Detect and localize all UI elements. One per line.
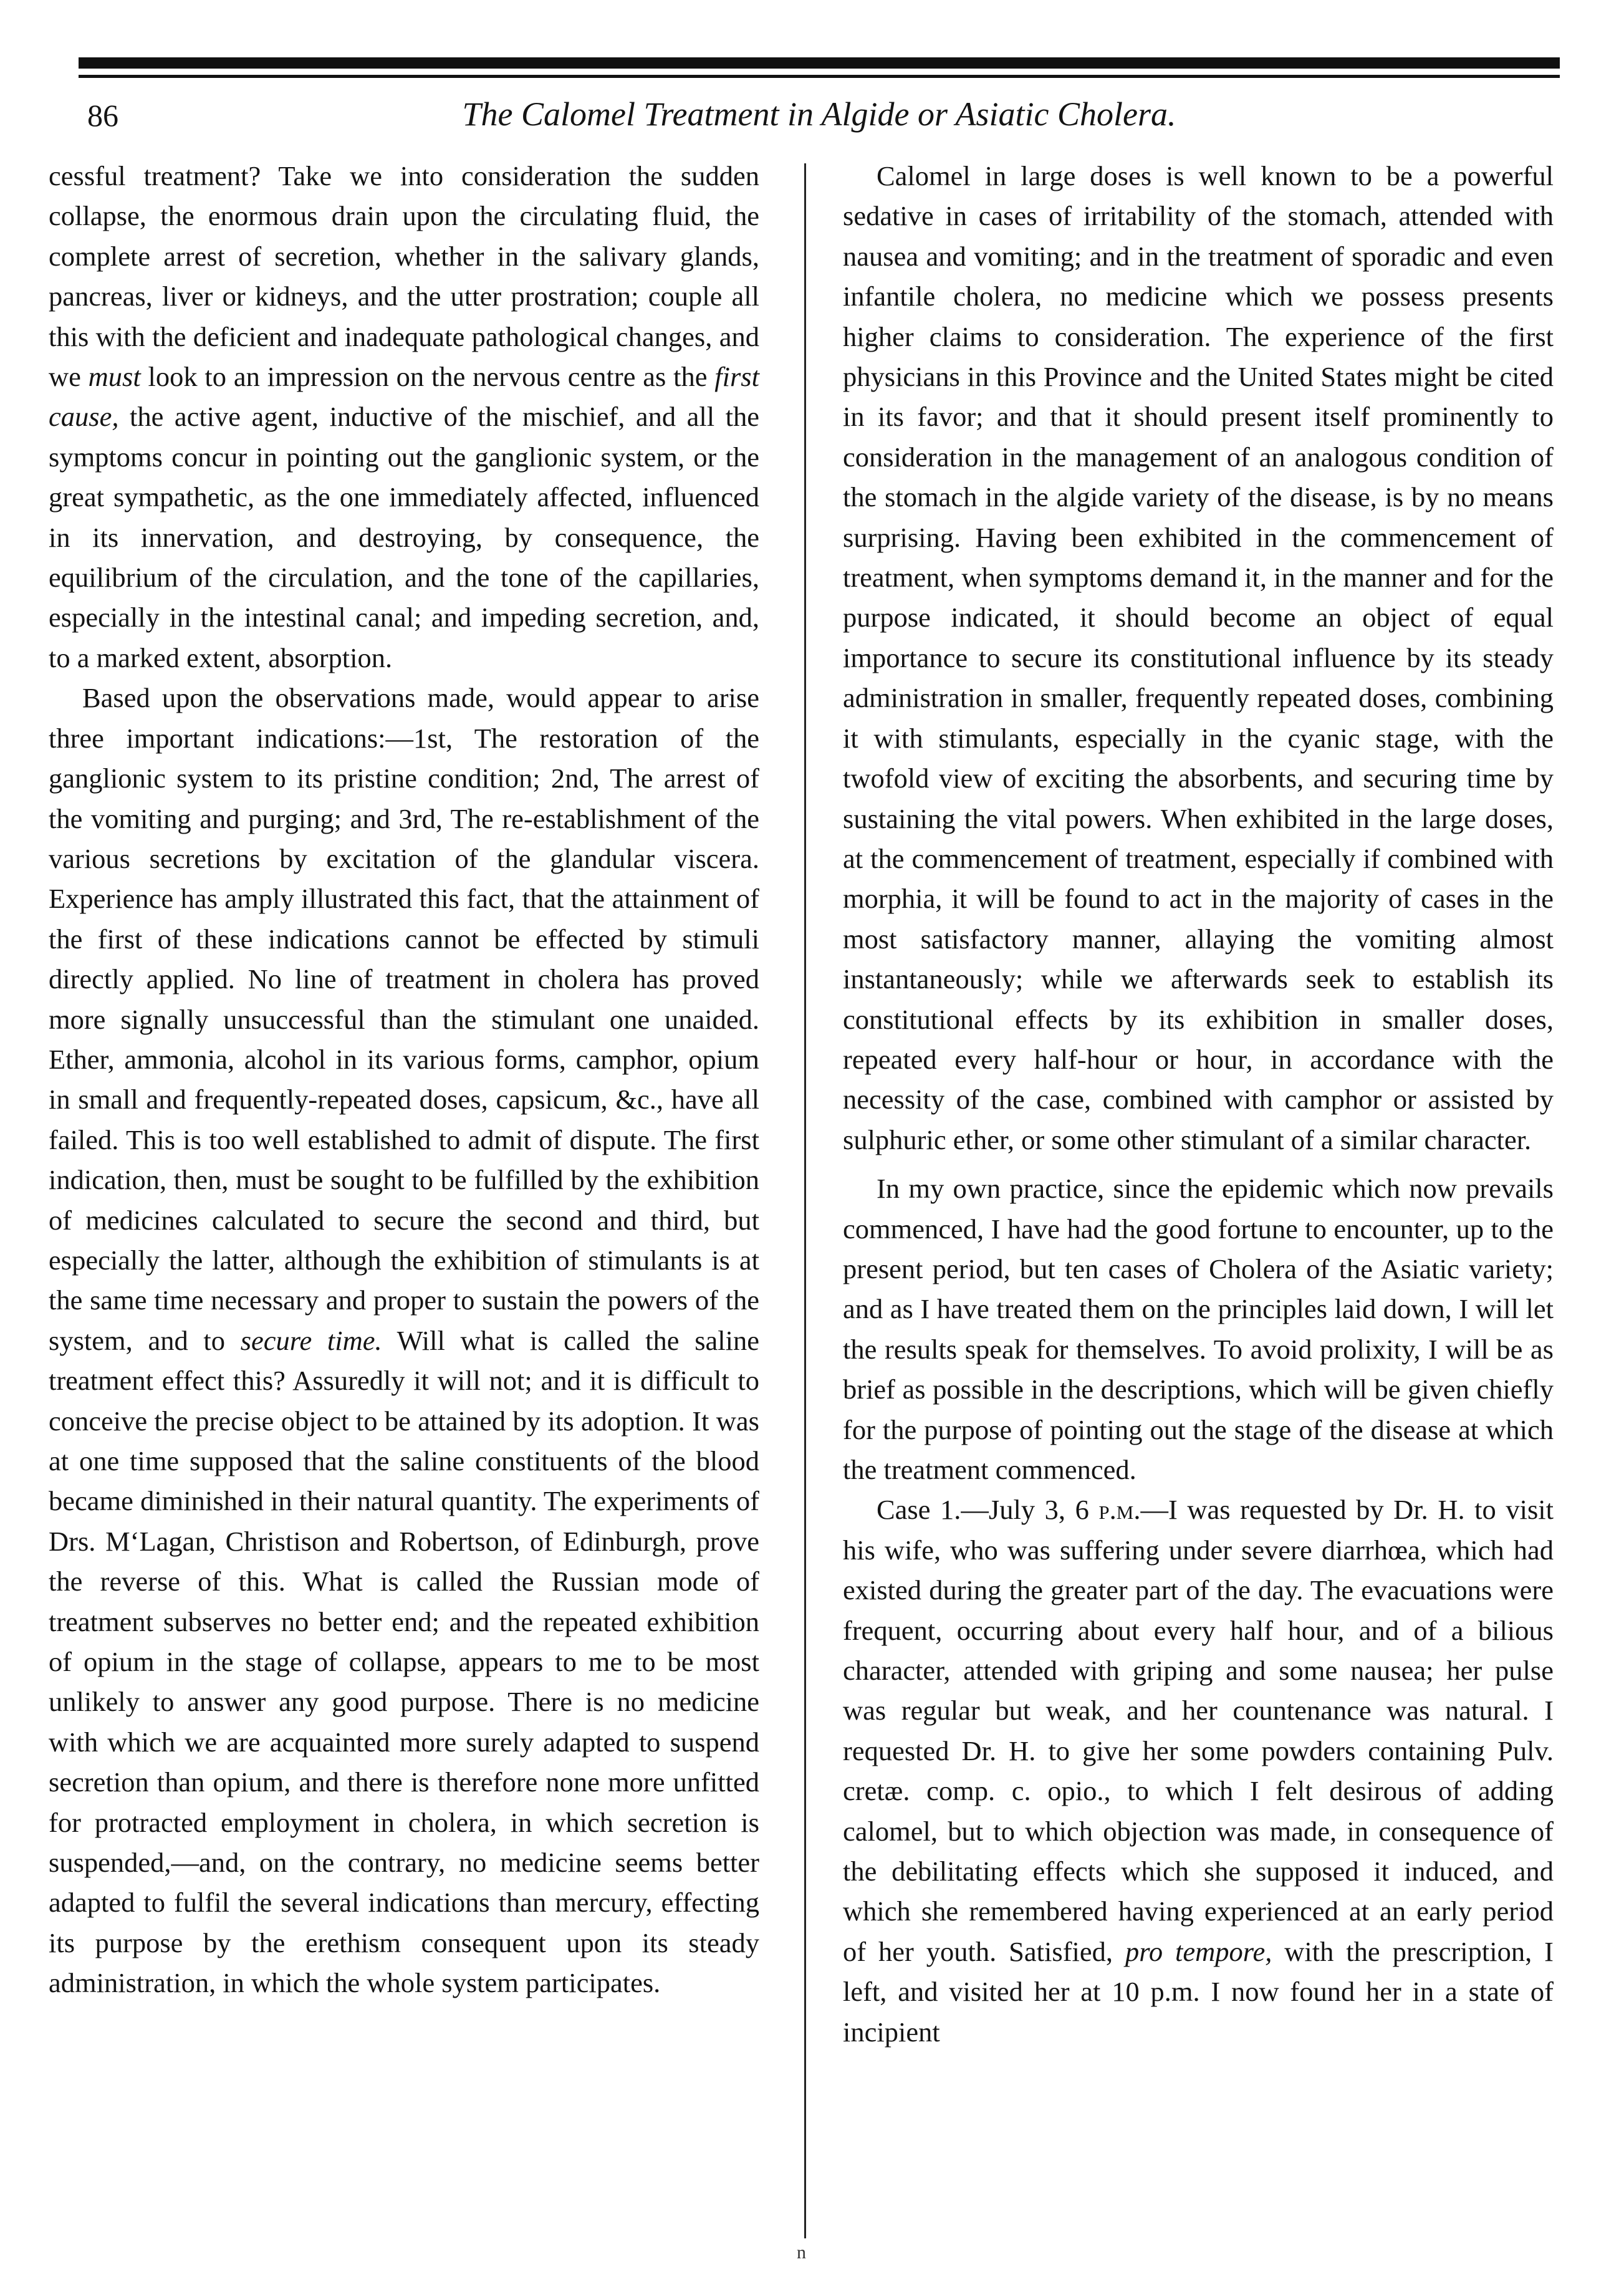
column-divider <box>804 163 806 2238</box>
text-run: —I was requested by Dr. H. to visit his wife, who was suffering under severe diarrhœa, which had existed during the greater part of the day. The evacuations were frequent, occurring about every half hour, and of a bilious character, attended with griping and some nausea; her pulse was regular but weak, and her countenance was natural. I requested Dr. H. to give her some powders containing Pulv. cretæ. comp. c. opio., to which I felt desirous of adding calomel, but to which objection was made, in consequence of the debilitating effects which she supposed it induced, and which she remembered having experienced at an early period of her youth. Satisfied, <box>843 1494 1554 1967</box>
italic-run: must <box>88 361 141 393</box>
text-run: with the prescription, I left, and visited her at 10 p.m. I now found her in a state of incipient <box>843 1935 1554 2048</box>
text-run: the active agent, inductive of the mischief, and all the symptoms concur in pointing out the ganglionic system, or the great sympathetic, as the one immediately affected, influenced in its innervation, and destroying, by consequence, the equilibrium of the circulation, and the tone of the capillaries, especially in the intestinal canal; and impeding secretion, and, to a marked extent, absorption. <box>49 401 759 673</box>
page-number: 86 <box>87 98 118 133</box>
small-caps-run: p.m. <box>1098 1494 1141 1526</box>
left-paragraph-2 <box>49 678 759 2003</box>
text-run: cessful treatment? Take we into consideration the sudden collapse, the enormous drain upon the circulating fluid, the complete arrest of secretion, whether in the salivary glands, pancreas, liver or kidneys, and the utter prostration; couple all this with the deficient and inadequate pathological changes, and we <box>49 160 759 393</box>
right-column <box>843 156 1554 2052</box>
signature-mark: n <box>797 2242 806 2263</box>
top-rule-thick <box>79 57 1560 69</box>
running-title: The Calomel Treatment in Algide or Asiatic Cholera. <box>462 95 1176 133</box>
left-paragraph-1 <box>49 156 759 678</box>
text-run: Based upon the observations made, would appear to arise three important indications:—1st, The restoration of the ganglionic system to its pristine condition; 2nd, The arrest of the vomiting and purging; and 3rd, The re-establishment of the various secretions by excitation of the glandular viscera. Experience has amply illustrated this fact, that the attainment of the first of these indications cannot be effected by stimuli directly applied. No line of treatment in cholera has proved more signally unsuccessful than the stimulant one unaided. Ether, ammonia, alcohol in its various forms, camphor, opium in small and frequently-repeated doses, capsicum, &c., have all failed. This is too well established to admit of dispute. The first indication, then, must be sought to be fulfilled by the exhibition of medicines calculated to secure the second and third, but especially the latter, although the exhibition of stimulants is at the same time necessary and proper to sustain the powers of the system, and to <box>49 682 759 1356</box>
italic-run: pro tempore, <box>1125 1935 1272 1967</box>
text-run: Case 1.—July 3, 6 <box>877 1494 1099 1526</box>
right-paragraph-3 <box>843 1490 1554 2052</box>
italic-run: first cause, <box>49 361 759 433</box>
page-header <box>79 89 1560 145</box>
top-rule-thin <box>79 75 1560 78</box>
right-paragraph-1: Calomel in large doses is well known to be a powerful sedative in cases of irritability of the stomach, attended with nausea and vomiting; and in the treatment of sporadic and even infantile cholera, no medicine which we possess presents higher claims to consideration. The experience of the first physicians in this Province and the United States might be cited in its favor; and that it should present itself prominently to consideration in the management of an analogous condition of the stomach in the algide variety of the disease, is by no means surprising. Having been exhibited in the commencement of treatment, when symptoms demand it, in the manner and for the purpose indicated, it should become an object of equal importance to secure its constitutional influence by its steady administration in smaller, frequently repeated doses, combining it with stimulants, especially in the cyanic stage, with the twofold view of exciting the absorbents, and securing time by sustaining the vital powers. When exhibited in the large doses, at the commencement of treatment, especially if combined with morphia, it will be found to act in the majority of cases in the most satisfactory manner, allaying the vomiting almost instantaneously; while we afterwards seek to establish its constitutional effects by its exhibition in smaller doses, repeated every half-hour or hour, in accordance with the necessity of the case, combined with camphor or assisted by sulphuric ether, or some other stimulant of a similar character. <box>843 160 1554 1155</box>
text-run: Will what is called the saline treatment effect this? Assuredly it will not; and it is difficult to conceive the precise object to be attained by its adoption. It was at one time supposed that the saline constituents of the blood became diminished in their natural quantity. The experiments of Drs. M‘Lagan, Christison and Robertson, of Edinburgh, prove the reverse of this. What is called the Russian mode of treatment subserves no better end; and the repeated exhibition of opium in the stage of collapse, appears to me to be most unlikely to answer any good purpose. There is no medicine with which we are acquainted more surely adapted to suspend secretion than opium, and there is therefore none more unfitted for protracted employment in cholera, in which secretion is suspended,—and, on the contrary, no medicine seems better adapted to fulfil the several indications than mercury, effecting its purpose by the erethism consequent upon its steady administration, in which the whole system participates. <box>49 1324 759 1999</box>
left-column <box>49 156 759 2003</box>
italic-run: secure time. <box>240 1324 382 1356</box>
text-run: look to an impression on the nervous centre as the <box>140 361 715 393</box>
right-paragraph-2: In my own practice, since the epidemic which now prevails commenced, I have had the good fortune to encounter, up to the present period, but ten cases of Cholera of the Asiatic variety; and as I have treated them on the principles laid down, I will let the results speak for themselves. To avoid prolixity, I will be as brief as possible in the descriptions, which will be given chiefly for the purpose of pointing out the stage of the disease at which the treatment commenced. <box>843 1173 1554 1485</box>
